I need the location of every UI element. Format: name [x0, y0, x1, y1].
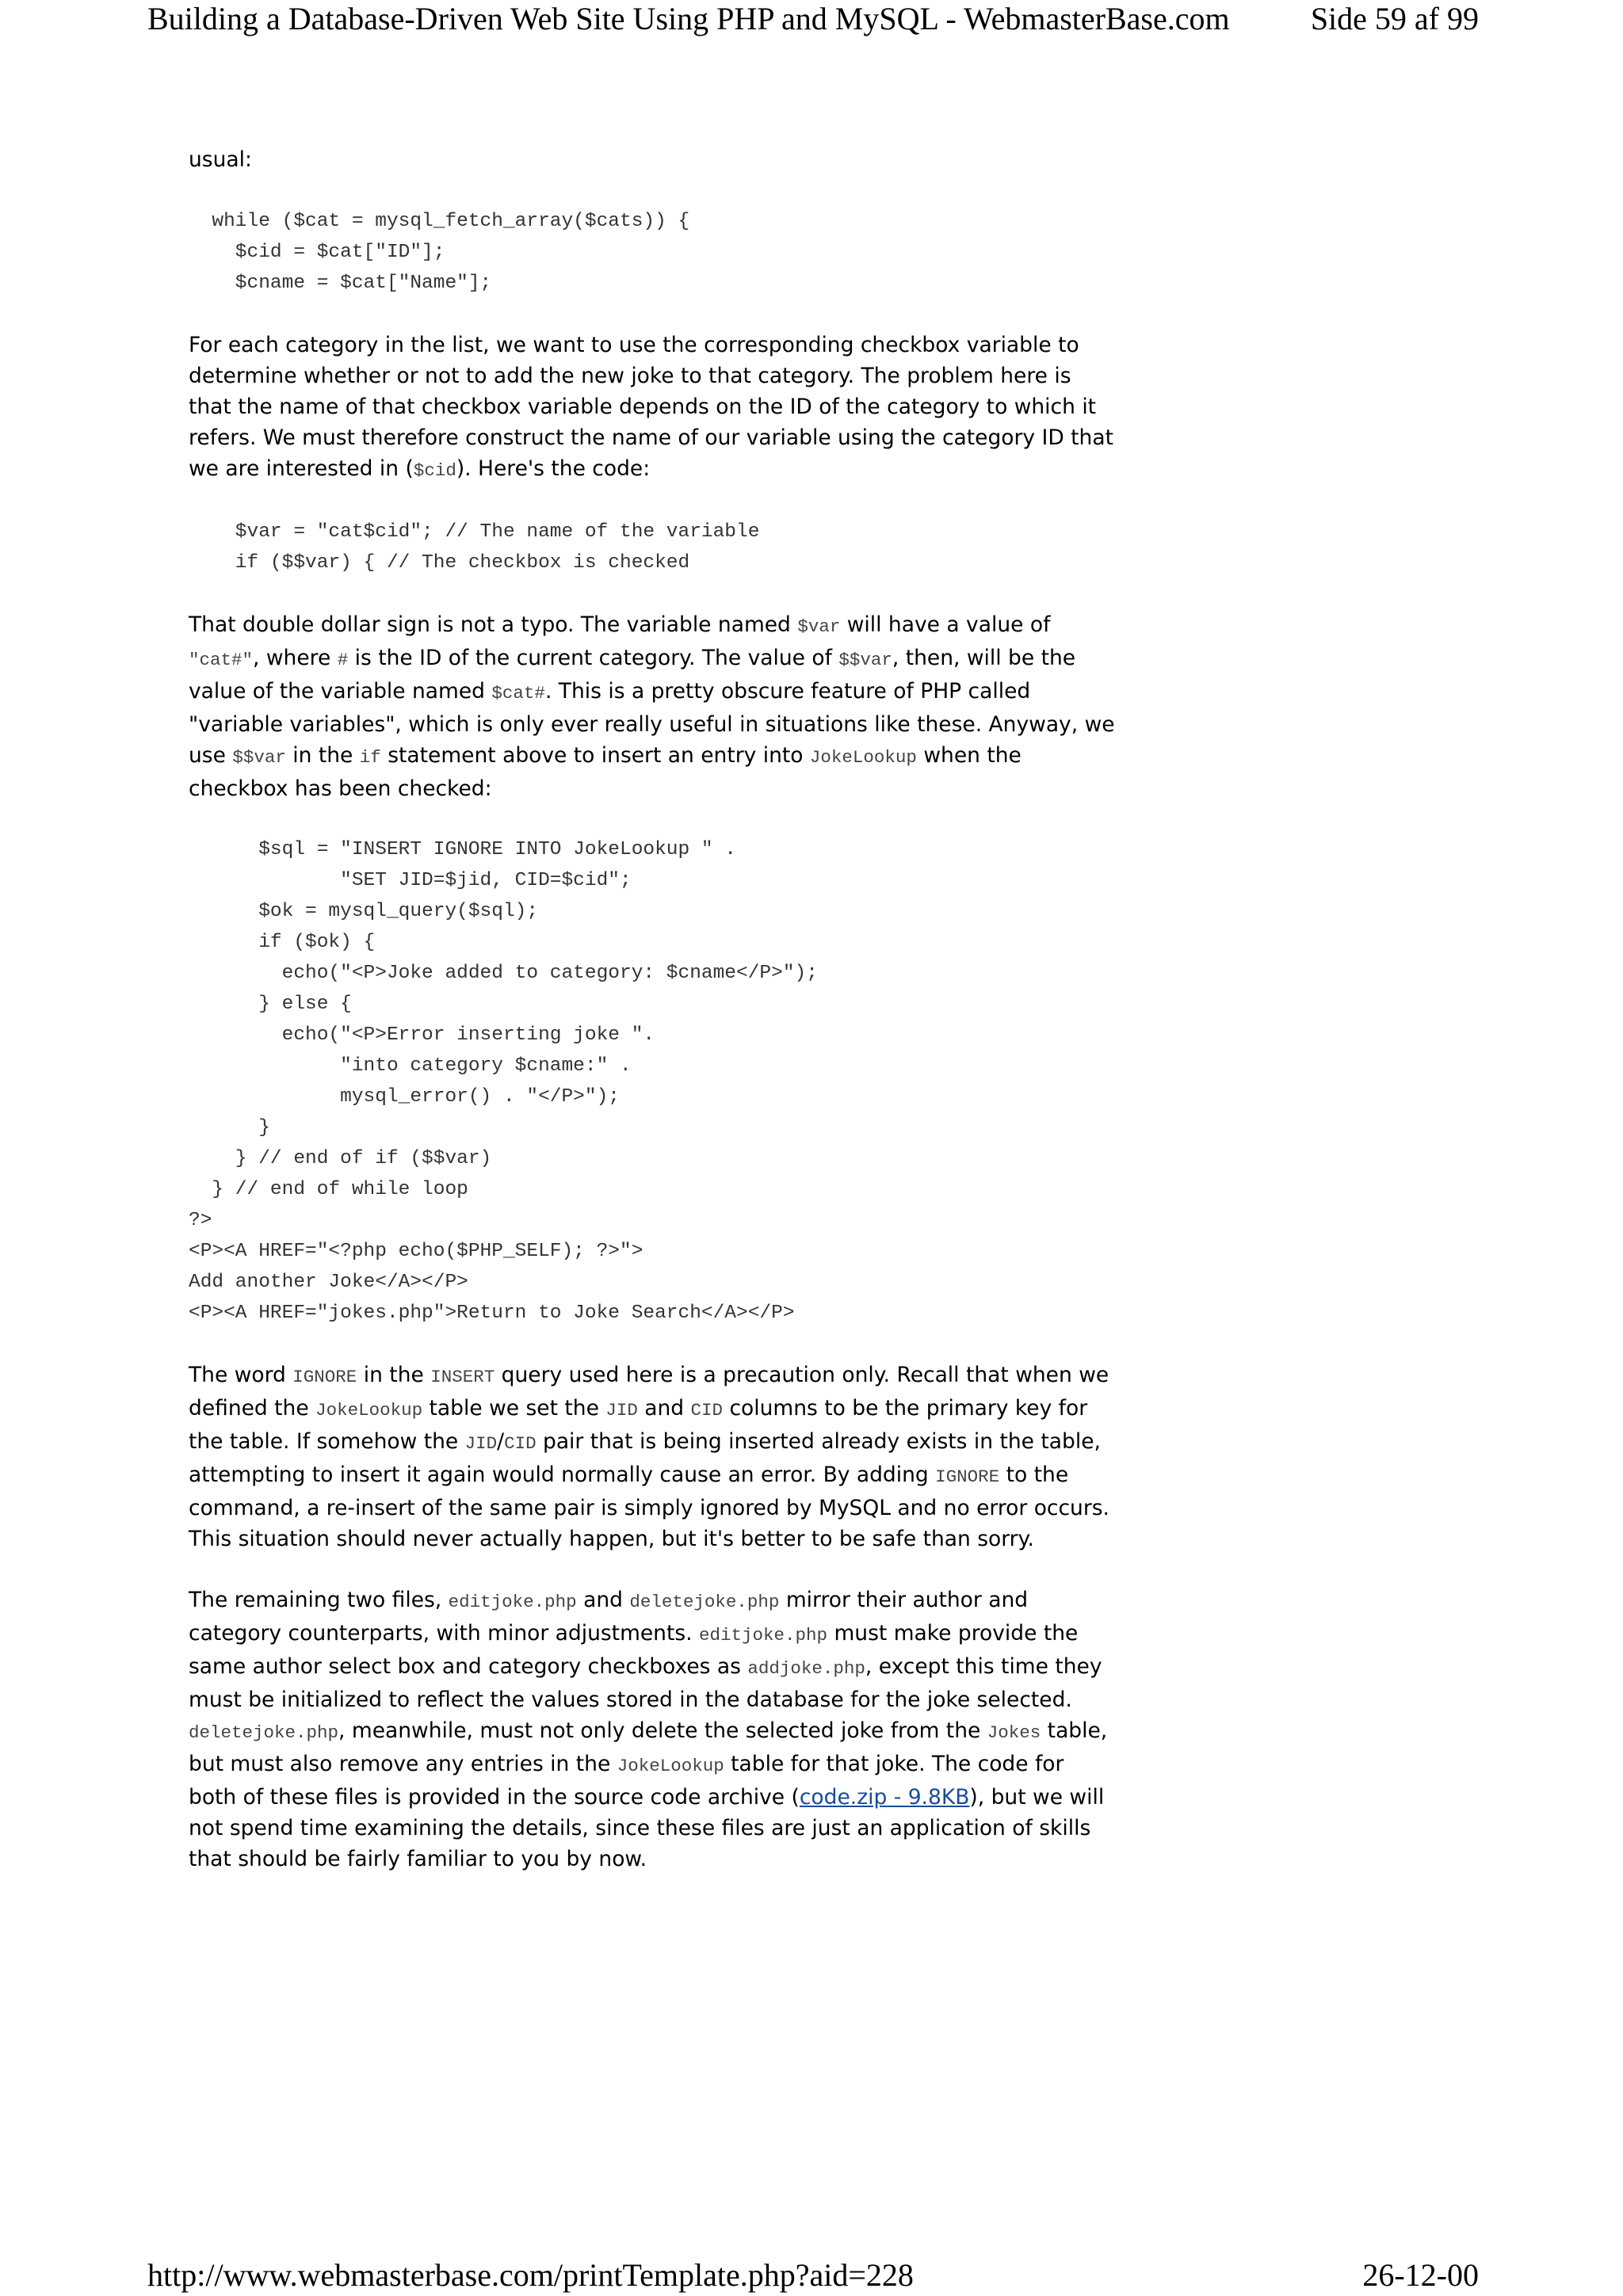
inline-code: deletejoke.php — [189, 1722, 339, 1743]
inline-code: JID — [464, 1433, 498, 1454]
inline-code: $$var — [838, 650, 892, 670]
page-counter: Side 59 af 99 — [1310, 1, 1479, 36]
code-line: $ok = mysql_query($sql); — [189, 901, 539, 922]
code-line: if ($$var) { // The checkbox is checked — [189, 552, 690, 574]
inline-code: $$var — [232, 747, 286, 768]
code-line: $cname = $cat["Name"]; — [189, 273, 492, 294]
code-line: ?> — [189, 1210, 212, 1231]
inline-code: if — [359, 747, 381, 768]
inline-code: editjoke.php — [699, 1625, 828, 1646]
inline-code: JokeLookup — [809, 747, 917, 768]
inline-code: IGNORE — [292, 1367, 357, 1387]
inline-code: $cat# — [491, 683, 545, 704]
code-line: $var = "cat$cid"; // The name of the variable — [189, 521, 760, 543]
inline-code: JokeLookup — [617, 1756, 724, 1776]
code-line: $cid = $cat["ID"]; — [189, 242, 445, 263]
code-line: <P><A HREF="jokes.php">Return to Joke Search</A></P> — [189, 1302, 795, 1324]
article-body — [189, 144, 1116, 1905]
inline-code: deletejoke.php — [629, 1592, 780, 1612]
inline-code: IGNORE — [935, 1466, 1000, 1487]
code-line: $sql = "INSERT IGNORE INTO JokeLookup " . — [189, 839, 737, 860]
paragraph-variable-variables: That double dollar sign is not a typo. The variable named $var will have a value of "cat#", where # is the ID of the current category. The value of $$var, then, will be the value of the variable named $cat#. This is a pretty obscure feature of PHP called "variable variables", which is only ever really useful in situations like these. Anyway, we use $$var in the if statement above to insert an entry into JokeLookup when the checkbox has been checked: — [189, 612, 1115, 801]
code-line: "into category $cname:" . — [189, 1055, 632, 1077]
code-line: echo("<P>Error inserting joke ". — [189, 1024, 655, 1046]
code-block-var — [189, 517, 1116, 578]
inline-code: editjoke.php — [448, 1592, 577, 1612]
inline-code: "cat#" — [189, 650, 254, 670]
code-line: mysql_error() . "</P>"); — [189, 1086, 620, 1108]
inline-code: CID — [690, 1400, 724, 1421]
code-line: Add another Joke</A></P> — [189, 1272, 468, 1293]
code-line: echo("<P>Joke added to category: $cname</P>"); — [189, 963, 818, 984]
intro-text: usual: — [189, 147, 252, 172]
inline-code: $cid — [413, 460, 456, 481]
inline-code: # — [337, 650, 349, 670]
paragraph-ignore-precaution: The word IGNORE in the INSERT query used here is a precaution only. Recall that when we defined the JokeLookup table we set the JID and CID columns to be the primary key for the table. If somehow the JID/CID pair that is being inserted already exists in the table, attempting to insert it again would normally cause an error. By adding IGNORE to the command, a re-insert of the same pair is simply ignored by MySQL and no error occurs. This situation should never actually happen, but it's better to be safe than sorry. — [189, 1363, 1109, 1551]
print-date: 26-12-00 — [1362, 2257, 1479, 2293]
code-line: <P><A HREF="<?php echo($PHP_SELF); ?>"> — [189, 1241, 643, 1262]
inline-code: $var — [797, 616, 841, 637]
code-line: } — [189, 1117, 270, 1138]
inline-code: CID — [504, 1433, 537, 1454]
inline-code: addjoke.php — [747, 1658, 865, 1679]
code-line: } else { — [189, 994, 352, 1015]
paragraph-remaining-files: The remaining two files, editjoke.php and deletejoke.php mirror their author and category counterparts, with minor adjustments. editjoke.php must make provide the same author select box and category checkboxes as addjoke.php, except this time they must be initialized to reflect the values stored in the database for the joke selected. deletejoke.php, meanwhile, must not only delete the selected joke from the Jokes table, but must also remove any entries in the JokeLookup table for that joke. The code for both of these files is provided in the source code archive (code.zip - 9.8KB), but we will not spend time examining the details, since these files are just an application of skills that should be fairly familiar to you by now. — [189, 1588, 1108, 1871]
document-title: Building a Database-Driven Web Site Using PHP and MySQL - WebmasterBase.com — [147, 1, 1230, 36]
code-line: "SET JID=$jid, CID=$cid"; — [189, 870, 632, 891]
inline-code: INSERT — [430, 1367, 495, 1387]
code-block-while-loop — [189, 206, 1116, 299]
code-block-insert — [189, 834, 1116, 1329]
inline-code: JID — [605, 1400, 638, 1421]
code-line: } // end of while loop — [189, 1179, 468, 1200]
code-line: } // end of if ($$var) — [189, 1148, 492, 1169]
code-zip-download-link[interactable]: code.zip - 9.8KB — [799, 1785, 970, 1810]
inline-code: JokeLookup — [315, 1400, 423, 1421]
code-line: if ($ok) { — [189, 932, 376, 953]
inline-code: Jokes — [987, 1722, 1041, 1743]
paragraph-checkbox-variable: For each category in the list, we want to use the corresponding checkbox variable to determine whether or not to add the new joke to that category. The problem here is that the name of that checkbox variable depends on the ID of the category to which it refers. We must therefore construct the name of our variable using the category ID that we are interested in ($cid). Here's the code: — [189, 333, 1113, 481]
page-url: http://www.webmasterbase.com/printTemplate.php?aid=228 — [147, 2257, 914, 2293]
code-line: while ($cat = mysql_fetch_array($cats)) { — [189, 211, 690, 232]
